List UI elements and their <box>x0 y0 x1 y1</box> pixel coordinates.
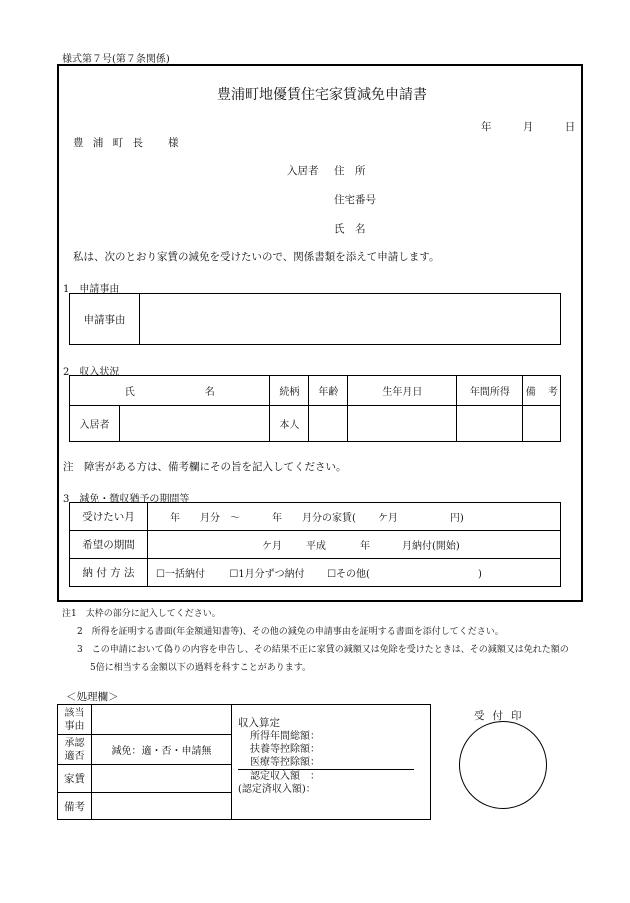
desired-period-field[interactable]: ケ月 平成 年 月納付(開始) <box>148 531 561 559</box>
income-calc-title: 収入算定 <box>238 717 280 729</box>
addressee <box>73 135 179 150</box>
section3-heading: 3 減免・徴収猶予の期間等 <box>63 494 190 505</box>
desired-month-field[interactable]: 年 月分 ～ 年 月分の家賃( ケ月 円) <box>148 503 561 531</box>
footnote-1: 注1 太枠の部分に記入してください。 <box>62 609 221 619</box>
other-checkbox[interactable]: ☐ <box>327 569 337 580</box>
approval-decision: 減免：適・否・申請無 <box>92 735 232 765</box>
footnote-3-cont: 5倍に相当する金額以下の過料を科すことがあります。 <box>90 663 312 673</box>
intro-text: 私は、次のとおり家賃の減免を受けたいので、関係書類を添えて申請します。 <box>73 251 440 263</box>
date-month: 月 <box>522 121 534 133</box>
payment-method-label: 納 付 方 法 <box>70 559 148 587</box>
processing-table <box>57 704 431 820</box>
proc-rent-field[interactable] <box>92 765 232 793</box>
footnote-3: 3 この申請において偽りの内容を申告し、その結果不正に家賃の減額又は免除を受けたときは、その減額又は免れた額の <box>77 645 569 655</box>
period-table <box>69 502 561 587</box>
monthly-checkbox[interactable]: ☐ <box>229 569 239 580</box>
reception-stamp-circle <box>459 721 547 809</box>
certified-income: 認定収入額 ： <box>250 771 320 782</box>
income-calculation <box>232 705 431 820</box>
processing-label: ＜処理欄＞ <box>66 691 119 703</box>
resident-age-field[interactable] <box>309 406 348 442</box>
reason-label: 申請事由 <box>70 294 140 345</box>
header-annual-income: 年間所得 <box>457 376 523 406</box>
disability-note: 注 障害がある方は、備考欄にその旨を記入してください。 <box>63 461 347 473</box>
resident-row-label: 入居者 <box>70 406 120 442</box>
desired-month-label: 受けたい月 <box>70 503 148 531</box>
application-frame <box>57 64 583 602</box>
income-total: 所得年間総額： <box>250 731 320 742</box>
section2-heading: 2 収入状況 <box>63 367 120 378</box>
footnote-2: 2 所得を証明する書面(年金額通知書等)、その他の減免の申請事由を証明する書面を添付してください。 <box>77 627 504 637</box>
header-relation: 続柄 <box>270 376 309 406</box>
reason-field[interactable] <box>140 294 561 345</box>
proc-remarks-field[interactable] <box>92 793 232 820</box>
header-birthdate: 生年月日 <box>348 376 457 406</box>
resident-relation: 本人 <box>270 406 309 442</box>
header-name: 氏 名 <box>70 376 270 406</box>
date-line <box>479 119 601 134</box>
desired-period-label: 希望の期間 <box>70 531 148 559</box>
addressee-name: 豊 浦 町 長 <box>73 137 147 149</box>
applicant-house-number-label: 住宅番号 <box>334 194 376 206</box>
resident-income-field[interactable] <box>457 406 523 442</box>
reception-stamp-label: 受付印 <box>474 710 530 722</box>
proc-rent-label: 家賃 <box>58 765 92 793</box>
proc-reason-field[interactable] <box>92 705 232 735</box>
certified-income-done: (認定済収入額)： <box>238 784 316 795</box>
payment-method-field: ☐一括納付 ☐1月分ずつ納付 ☐その他( ) <box>148 559 561 587</box>
footnotes <box>62 605 569 677</box>
form-number: 様式第７号(第７条関係) <box>62 54 170 65</box>
medical-deduction: 医療等控除額： <box>238 756 414 770</box>
applicant-name-label: 氏 名 <box>334 223 366 235</box>
proc-remarks-label: 備考 <box>58 793 92 820</box>
date-year: 年 <box>481 121 492 133</box>
header-remarks: 備 考 <box>523 376 561 406</box>
resident-birthdate-field[interactable] <box>348 406 457 442</box>
header-age: 年齢 <box>309 376 348 406</box>
applicant-label: 入居者 <box>287 165 319 177</box>
lump-sum-checkbox[interactable]: ☐ <box>156 569 165 580</box>
form-title: 豊浦町地優賃住宅家賃減免申請書 <box>217 87 427 103</box>
reason-table <box>69 293 561 345</box>
date-day: 日 <box>564 121 576 133</box>
resident-name-field[interactable] <box>120 406 270 442</box>
proc-approval-label: 承認適否 <box>58 735 92 765</box>
addressee-honorific: 様 <box>168 137 179 149</box>
dependent-deduction: 扶養等控除額： <box>250 744 320 755</box>
income-table <box>69 375 561 442</box>
section1-heading: 1 申請事由 <box>63 284 120 295</box>
proc-reason-label: 該当事由 <box>58 705 92 735</box>
applicant-address-label: 住 所 <box>334 165 366 177</box>
resident-remarks-field[interactable] <box>523 406 561 442</box>
